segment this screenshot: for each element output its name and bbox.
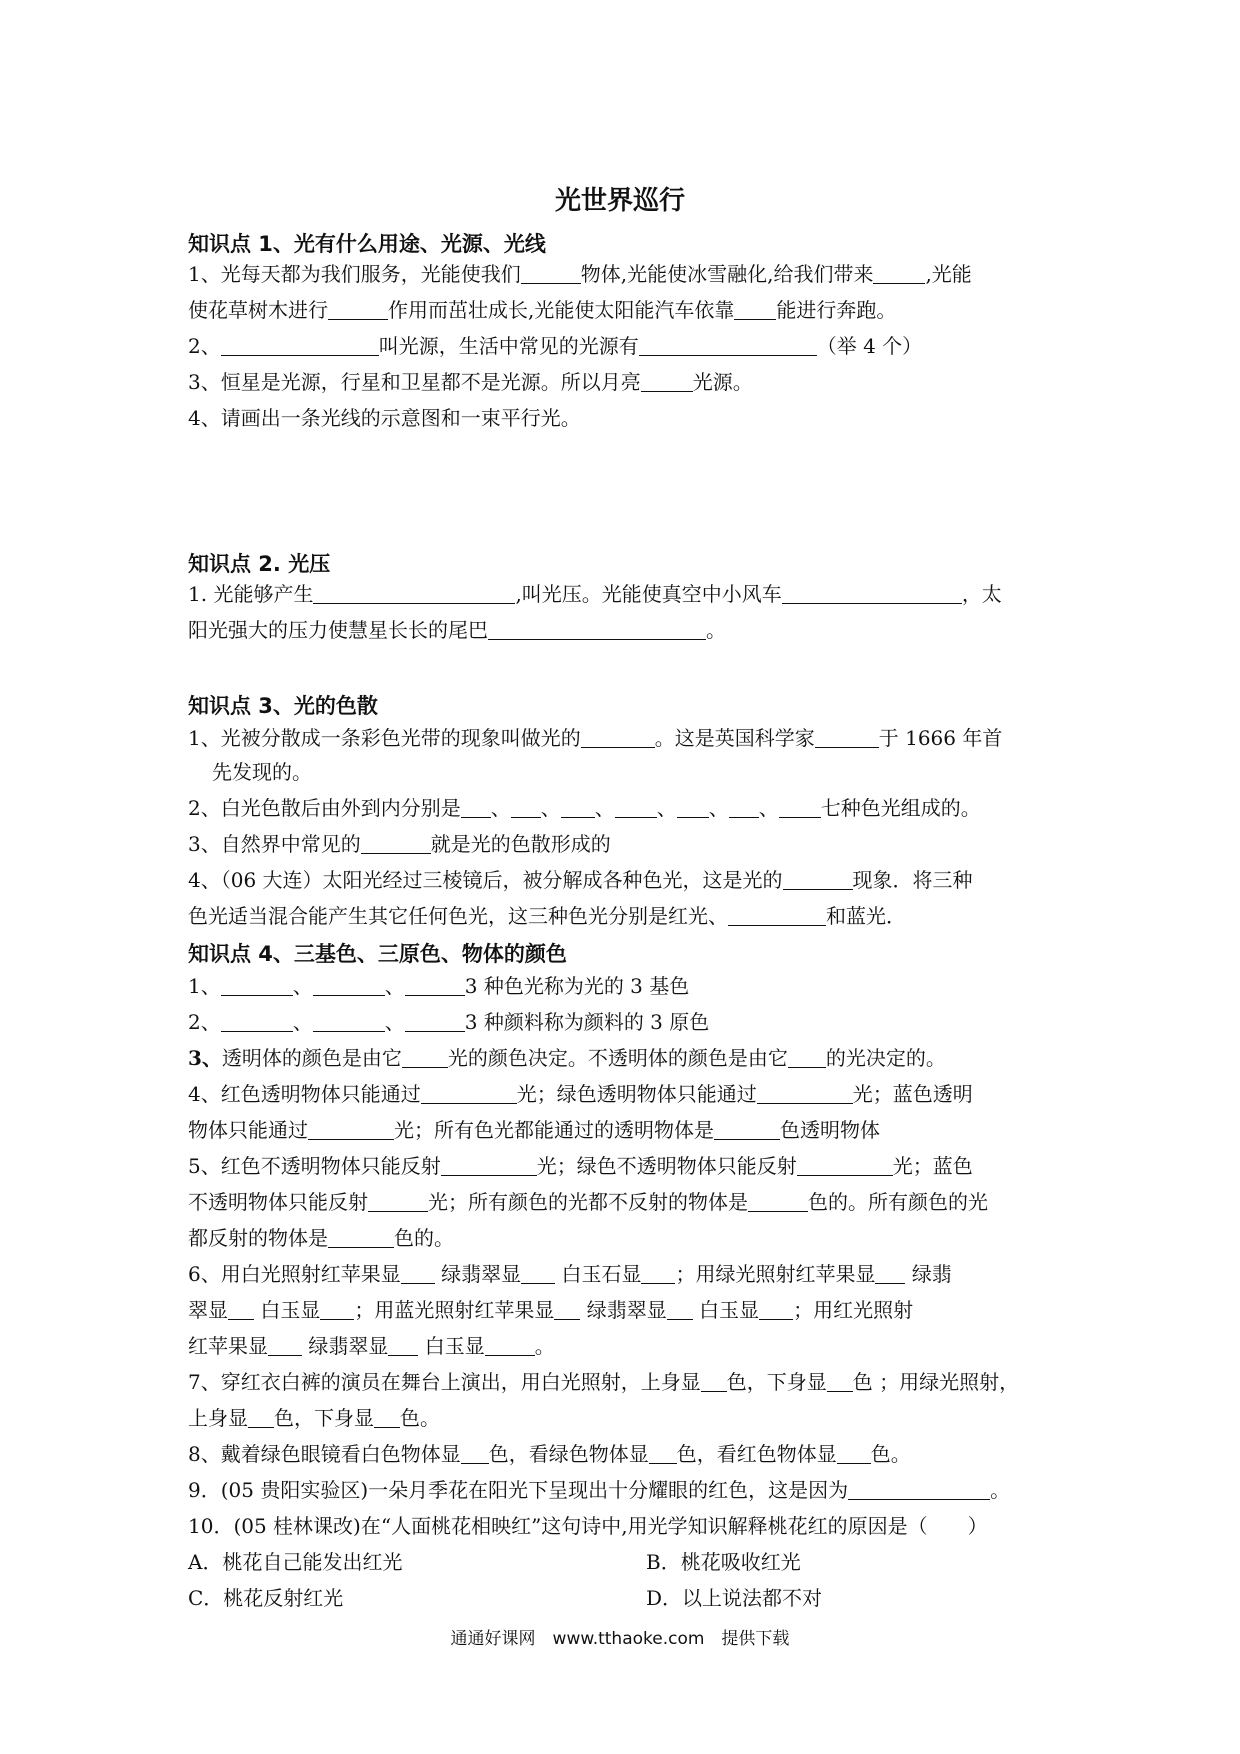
answer-blank[interactable] bbox=[667, 1299, 693, 1320]
question-line: 先发现的。 bbox=[212, 760, 312, 784]
answer-blank[interactable] bbox=[779, 797, 821, 818]
answer-blank[interactable] bbox=[328, 299, 388, 320]
question-line: 物体只能通过 光；所有色光都能通过的透明物体是 色透明物体 bbox=[188, 1118, 880, 1142]
answer-blank[interactable] bbox=[875, 1263, 905, 1284]
question-line: 翠显 白玉显 ；用蓝光照射红苹果显 绿翡翠显 白玉显 ；用红光照射 bbox=[188, 1298, 914, 1322]
answer-blank[interactable] bbox=[461, 1443, 489, 1464]
answer-blank[interactable] bbox=[405, 975, 465, 996]
option-d[interactable]: D．以上说法都不对 bbox=[646, 1586, 823, 1610]
answer-blank[interactable] bbox=[649, 1443, 677, 1464]
answer-blank[interactable] bbox=[521, 1263, 555, 1284]
answer-blank[interactable] bbox=[308, 1119, 394, 1140]
answer-blank[interactable] bbox=[461, 797, 491, 818]
answer-blank[interactable] bbox=[320, 1299, 354, 1320]
answer-blank[interactable] bbox=[268, 1335, 302, 1356]
answer-blank[interactable] bbox=[561, 797, 595, 818]
answer-blank[interactable] bbox=[848, 1479, 990, 1500]
answer-blank[interactable] bbox=[837, 1443, 871, 1464]
answer-blank[interactable] bbox=[485, 1335, 535, 1356]
question-line: 8、戴着绿色眼镜看白色物体显 色，看绿色物体显 色，看红色物体显 色。 bbox=[188, 1442, 911, 1466]
section-heading-4: 知识点 4、三基色、三原色、物体的颜色 bbox=[188, 942, 567, 966]
question-line: 10．(05 桂林课改)在“人面桃花相映红”这句诗中,用光学知识解释桃花红的原因是（ ） bbox=[188, 1514, 988, 1538]
answer-blank[interactable] bbox=[361, 833, 431, 854]
question-line: 1、光被分散成一条彩色光带的现象叫做光的 。这是英国科学家 于 1666 年首 bbox=[188, 726, 1003, 750]
question-line: 4、红色透明物体只能通过 光；绿色透明物体只能通过 光；蓝色透明 bbox=[188, 1082, 973, 1106]
page-footer: 通通好课网 www.tthaoke.com 提供下载 bbox=[450, 1629, 790, 1649]
question-line: 4、请画出一条光线的示意图和一束平行光。 bbox=[188, 406, 581, 430]
answer-blank[interactable] bbox=[221, 335, 379, 356]
question-line: 使花草树木进行 作用而茁壮成长,光能使太阳能汽车依靠 能进行奔跑。 bbox=[188, 298, 897, 322]
question-line: 5、红色不透明物体只能反射 光；绿色不透明物体只能反射 光；蓝色 bbox=[188, 1154, 973, 1178]
answer-blank[interactable] bbox=[873, 263, 925, 284]
answer-blank[interactable] bbox=[488, 619, 706, 640]
answer-blank[interactable] bbox=[581, 727, 655, 748]
page-title: 光世界巡行 bbox=[554, 186, 685, 216]
answer-blank[interactable] bbox=[714, 1119, 780, 1140]
answer-blank[interactable] bbox=[521, 263, 581, 284]
answer-blank[interactable] bbox=[221, 975, 293, 996]
question-line: 1、光每天都为我们服务，光能使我们 物体,光能使冰雪融化,给我们带来 ,光能 bbox=[188, 262, 972, 286]
answer-blank[interactable] bbox=[748, 1191, 808, 1212]
answer-blank[interactable] bbox=[313, 975, 385, 996]
answer-blank[interactable] bbox=[402, 1047, 448, 1068]
answer-blank[interactable] bbox=[441, 1155, 537, 1176]
section-heading-1: 知识点 1、光有什么用途、光源、光线 bbox=[188, 232, 546, 256]
answer-blank[interactable] bbox=[228, 1299, 254, 1320]
question-line: 9．(05 贵阳实验区)一朵月季花在阳光下呈现出十分耀眼的红色，这是因为 。 bbox=[188, 1478, 1011, 1502]
answer-blank[interactable] bbox=[374, 1407, 400, 1428]
question-line: 7、穿红衣白裤的演员在舞台上演出，用白光照射，上身显 色，下身显 色 ；用绿光照射， bbox=[188, 1370, 1020, 1394]
answer-blank[interactable] bbox=[401, 1263, 435, 1284]
answer-blank[interactable] bbox=[248, 1407, 274, 1428]
question-line: 3、自然界中常见的 就是光的色散形成的 bbox=[188, 832, 611, 856]
answer-blank[interactable] bbox=[368, 1191, 428, 1212]
question-line: 都反射的物体是 色的。 bbox=[188, 1226, 454, 1250]
answer-blank[interactable] bbox=[615, 797, 657, 818]
question-line: 4、（06 大连）太阳光经过三棱镜后，被分解成各种色光，这是光的 现象．将三种 bbox=[188, 868, 973, 892]
option-c[interactable]: C．桃花反射红光 bbox=[188, 1586, 344, 1610]
option-a[interactable]: A．桃花自己能发出红光 bbox=[188, 1550, 403, 1574]
answer-blank[interactable] bbox=[677, 797, 709, 818]
answer-blank[interactable] bbox=[782, 583, 962, 604]
answer-blank[interactable] bbox=[701, 1371, 727, 1392]
question-line: 1、 、 、 3 种色光称为光的 3 基色 bbox=[188, 974, 690, 998]
answer-blank[interactable] bbox=[788, 1047, 826, 1068]
section-heading-3: 知识点 3、光的色散 bbox=[188, 694, 378, 718]
answer-blank[interactable] bbox=[728, 905, 826, 926]
question-line: 3、恒星是光源，行星和卫星都不是光源。所以月亮 光源。 bbox=[188, 370, 753, 394]
question-line: 不透明物体只能反射 光；所有颜色的光都不反射的物体是 色的。所有颜色的光 bbox=[188, 1190, 988, 1214]
answer-blank[interactable] bbox=[797, 1155, 893, 1176]
question-line: 2、 叫光源，生活中常见的光源有 （举 4 个） bbox=[188, 334, 923, 358]
answer-blank[interactable] bbox=[815, 727, 879, 748]
answer-blank[interactable] bbox=[221, 1011, 293, 1032]
answer-blank[interactable] bbox=[639, 335, 817, 356]
question-line: 上身显 色，下身显 色。 bbox=[188, 1406, 440, 1430]
question-line: 阳光强大的压力使慧星长长的尾巴 。 bbox=[188, 618, 726, 642]
question-line: 2、白光色散后由外到内分别是 、 、 、 、 、 、 七种色光组成的。 bbox=[188, 796, 981, 820]
question-line: 3、透明体的颜色是由它 光的颜色决定。不透明体的颜色是由它 的光决定的。 bbox=[188, 1046, 946, 1070]
answer-blank[interactable] bbox=[759, 1299, 793, 1320]
answer-blank[interactable] bbox=[511, 797, 541, 818]
question-line: 红苹果显 绿翡翠显 白玉显 。 bbox=[188, 1334, 555, 1358]
answer-blank[interactable] bbox=[388, 1335, 418, 1356]
question-line: 6、用白光照射红苹果显 绿翡翠显 白玉石显 ；用绿光照射红苹果显 绿翡 bbox=[188, 1262, 952, 1286]
section-heading-2: 知识点 2. 光压 bbox=[188, 552, 331, 576]
answer-blank[interactable] bbox=[729, 797, 759, 818]
option-b[interactable]: B．桃花吸收红光 bbox=[646, 1550, 801, 1574]
answer-blank[interactable] bbox=[313, 1011, 385, 1032]
answer-blank[interactable] bbox=[328, 1227, 394, 1248]
answer-blank[interactable] bbox=[757, 1083, 853, 1104]
answer-blank[interactable] bbox=[554, 1299, 580, 1320]
question-line: 色光适当混合能产生其它任何色光，这三种色光分别是红光、 和蓝光． bbox=[188, 904, 906, 928]
answer-blank[interactable] bbox=[734, 299, 776, 320]
answer-blank[interactable] bbox=[313, 583, 515, 604]
answer-blank[interactable] bbox=[641, 1263, 675, 1284]
answer-blank[interactable] bbox=[783, 869, 853, 890]
answer-blank[interactable] bbox=[405, 1011, 465, 1032]
answer-blank[interactable] bbox=[641, 371, 693, 392]
question-line: 1. 光能够产生 ,叫光压。光能使真空中小风车 ，太 bbox=[188, 582, 1002, 606]
question-line: 2、 、 、 3 种颜料称为颜料的 3 原色 bbox=[188, 1010, 710, 1034]
answer-blank[interactable] bbox=[421, 1083, 517, 1104]
answer-blank[interactable] bbox=[827, 1371, 853, 1392]
